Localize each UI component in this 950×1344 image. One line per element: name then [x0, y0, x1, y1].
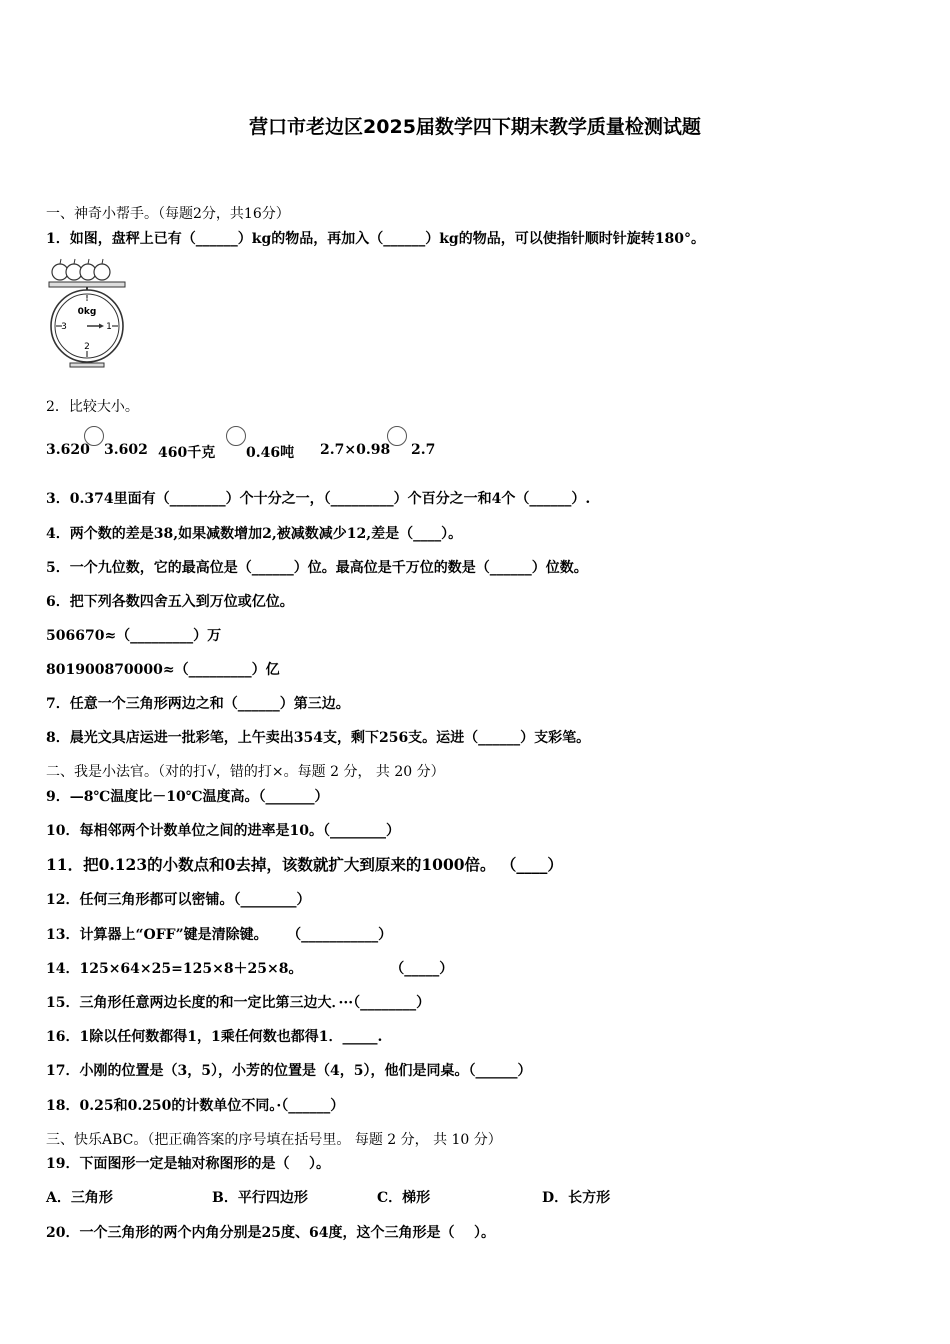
- option-a[interactable]: A．三角形: [46, 1190, 113, 1206]
- question-5: 5．一个九位数，它的最高位是（______）位。最高位是千万位的数是（______）位数。: [46, 560, 588, 576]
- question-12: 12．任何三角形都可以密铺。（________）: [46, 892, 311, 908]
- question-11: 11．把0.123的小数点和0去掉，该数就扩大到原来的1000倍。 （____）: [46, 855, 563, 874]
- page-title: 营口市老边区2025届数学四下期末教学质量检测试题: [249, 116, 701, 138]
- compare-left-3: 2.7×0.98: [320, 442, 391, 458]
- question-6b: 801900870000≈（_________）亿: [46, 662, 280, 678]
- compare-circle-2[interactable]: [226, 426, 246, 446]
- question-15: 15．三角形任意两边长度的和一定比第三边大．···（________）: [46, 995, 431, 1011]
- option-d[interactable]: D．长方形: [542, 1190, 611, 1206]
- section-1-heading: 一、神奇小帮手。（每题2分，共16分）: [46, 206, 290, 222]
- compare-left-2: 460千克: [158, 445, 216, 461]
- section-2-heading: 二、我是小法官。（对的打√，错的打×。每题 2 分， 共 20 分）: [46, 764, 445, 780]
- dial-mark-top: 0: [85, 298, 89, 305]
- question-17: 17．小刚的位置是（3，5），小芳的位置是（4，5），他们是同桌。（______）: [46, 1063, 532, 1079]
- option-c[interactable]: C．梯形: [377, 1190, 431, 1206]
- question-8: 8．晨光文具店运进一批彩笔，上午卖出354支，剩下256支。运进（______）支彩笔。: [46, 730, 591, 746]
- question-16: 16．1除以任何数都得1，1乘任何数也都得1．_____.: [46, 1029, 383, 1045]
- question-19: 19．下面图形一定是轴对称图形的是（ ）。: [46, 1156, 330, 1172]
- question-3: 3．0.374里面有（________）个十分之一，（_________）个百分之一和4个（______）.: [46, 491, 591, 507]
- compare-row: [46, 442, 646, 466]
- question-9: 9．—8℃温度比－10℃温度高。（_______）: [46, 789, 329, 805]
- question-18: 18．0.25和0.250的计数单位不同。·（______）: [46, 1098, 345, 1114]
- question-4: 4．两个数的差是38,如果减数增加2,被减数减少12,差是（____）。: [46, 526, 463, 542]
- option-b[interactable]: B．平行四边形: [212, 1190, 308, 1206]
- dial-mark-right: 1: [106, 322, 112, 332]
- dial-mark-bottom: 2: [84, 342, 90, 352]
- question-6a: 506670≈（_________）万: [46, 628, 222, 644]
- dial-label: 0kg: [77, 307, 97, 317]
- question-1: 1．如图，盘秤上已有（______）kg的物品，再加入（______）kg的物品，可以使指针顺时针旋转180°。: [46, 231, 705, 247]
- question-20: 20．一个三角形的两个内角分别是25度、64度，这个三角形是（ ）。: [46, 1225, 495, 1241]
- section-3-heading: 三、快乐ABC。（把正确答案的序号填在括号里。 每题 2 分， 共 10 分）: [46, 1132, 502, 1148]
- question-10: 10．每相邻两个计数单位之间的进率是10。（________）: [46, 823, 400, 839]
- question-14: 14．125×64×25=125×8＋25×8。 （_____）: [46, 961, 454, 977]
- question-13: 13．计算器上“OFF”键是清除键。 （___________）: [46, 927, 393, 943]
- compare-right-3: 2.7: [411, 442, 436, 458]
- question-2: 2．比较大小。: [46, 399, 139, 415]
- scale-illustration: [46, 258, 130, 368]
- compare-circle-1[interactable]: [84, 426, 104, 446]
- compare-right-1: 3.602: [104, 442, 148, 458]
- dial-mark-left: 3: [61, 322, 67, 332]
- compare-circle-3[interactable]: [387, 426, 407, 446]
- compare-left-1: 3.620: [46, 442, 90, 458]
- question-7: 7．任意一个三角形两边之和（______）第三边。: [46, 696, 350, 712]
- question-6: 6．把下列各数四舍五入到万位或亿位。: [46, 594, 294, 610]
- compare-right-2: 0.46吨: [246, 445, 295, 461]
